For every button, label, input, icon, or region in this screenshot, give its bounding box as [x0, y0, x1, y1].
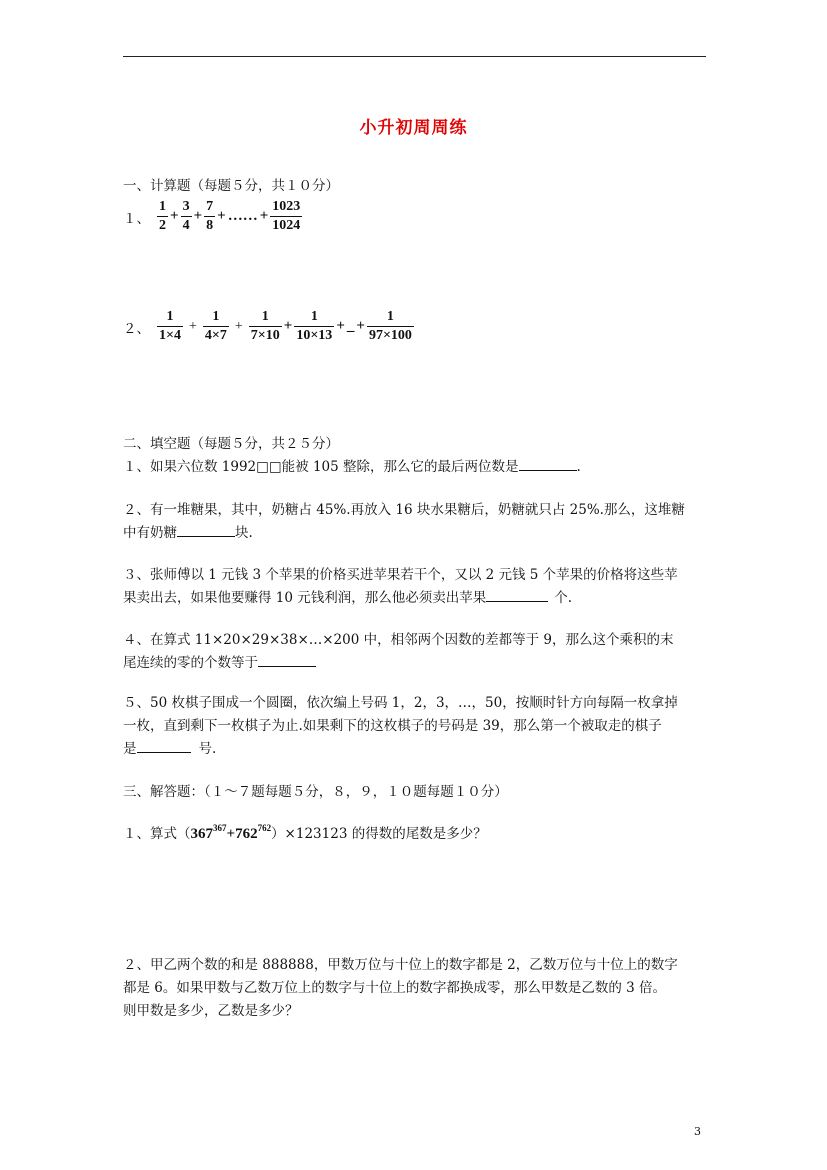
fraction: $\frac{1}{7\times 10}$: [250, 309, 280, 343]
plus-sign: +: [336, 318, 345, 334]
fraction: $\frac{7}{8}$: [206, 199, 214, 233]
plus-sign: +: [283, 318, 293, 334]
fill-question-3: ３、张师傅以 1 元钱 3 个苹果的价格买进苹果若干个，又以 2 元钱 5 个苹果的价格将这些苹 果卖出去，如果他要赚得 10 元钱利润，那么他必须卖出苹果 个.: [123, 567, 678, 606]
fraction: $\frac{1}{10\times 13}$: [296, 309, 333, 343]
dash: _: [346, 318, 355, 334]
ellipsis: ……: [227, 208, 258, 224]
fill-question-2: ２、有一堆糖果，其中，奶糖占 45%.再放入 16 块水果糖后，奶糖就只占 25%.那么，这堆糖 中有奶糖 块.: [123, 502, 685, 541]
fraction: $\frac{3}{4}$: [182, 199, 190, 233]
fill-question-5: ５、50 枚棋子围成一个圆圈，依次编上号码 1，2，3，…，50，按顺时针方向每隔一枚拿掉 一枚，直到剩下一枚棋子为止.如果剩下的这枚棋子的号码是 39，那么第一个被取走的棋子 是 号.: [123, 695, 678, 757]
problem-index: １、: [123, 210, 150, 226]
fraction: $\frac{1}{2}$: [159, 199, 166, 233]
fraction: $\frac{1}{4\times 7}$: [204, 309, 227, 343]
problem-1-1: [123, 199, 303, 234]
plus-sign: +: [356, 318, 365, 334]
plus-sign: +: [170, 208, 179, 224]
fraction: $\frac{1023}{1024}$: [272, 199, 301, 233]
fraction: $\frac{1}{1\times 4}$: [159, 309, 181, 343]
answer-blank[interactable]: [137, 739, 191, 753]
answer-blank[interactable]: [177, 523, 235, 537]
answer-blank[interactable]: [258, 653, 316, 667]
plus-sign: +: [188, 318, 197, 334]
page-title: 小升初周周练: [359, 118, 468, 138]
fill-question-4: ４、在算式 11×20×29×38×…×200 中，相邻两个因数的差都等于 9，那么这个乘积的末 尾连续的零的个数等于: [123, 632, 674, 671]
solve-question-2: ２、甲乙两个数的和是 888888，甲数万位与十位上的数字都是 2，乙数万位与十位上的数字 都是 6。如果甲数与乙数万位上的数字与十位上的数字都换成零，那么甲数是乙数的 3 倍。 则甲数是多少，乙数是多少？: [123, 957, 678, 1019]
solve-question-1: １、算式$(367^{367}+762^{762})\times 123123$ 的得数的尾数是多少？: [123, 818, 487, 844]
power-expression: $367^{367}+762^{762}$: [190, 823, 272, 842]
problem-index: ２、: [123, 320, 150, 336]
plus-sign: +: [259, 208, 269, 224]
problem-1-2: [123, 309, 415, 344]
section-3-heading: 三、解答题：（１～７题每题５分，８，９，１０题每题１０分）: [123, 784, 508, 800]
answer-blank[interactable]: [519, 457, 577, 471]
page-number: 3: [694, 1125, 701, 1138]
fill-question-1: １、如果六位数 1992□□能被 105 整除，那么它的最后两位数是 .: [123, 459, 581, 475]
plus-sign: +: [217, 208, 226, 224]
section-2-heading: 二、填空题（每题５分，共２５分）: [123, 436, 339, 452]
fraction: $\frac{1}{97\times 100}$: [368, 309, 412, 343]
plus-sign: +: [234, 318, 243, 334]
plus-sign: +: [193, 208, 203, 224]
section-1-heading: 一、计算题（每题５分，共１０分）: [123, 178, 339, 194]
header-rule: [123, 56, 706, 57]
answer-blank[interactable]: [486, 588, 548, 602]
